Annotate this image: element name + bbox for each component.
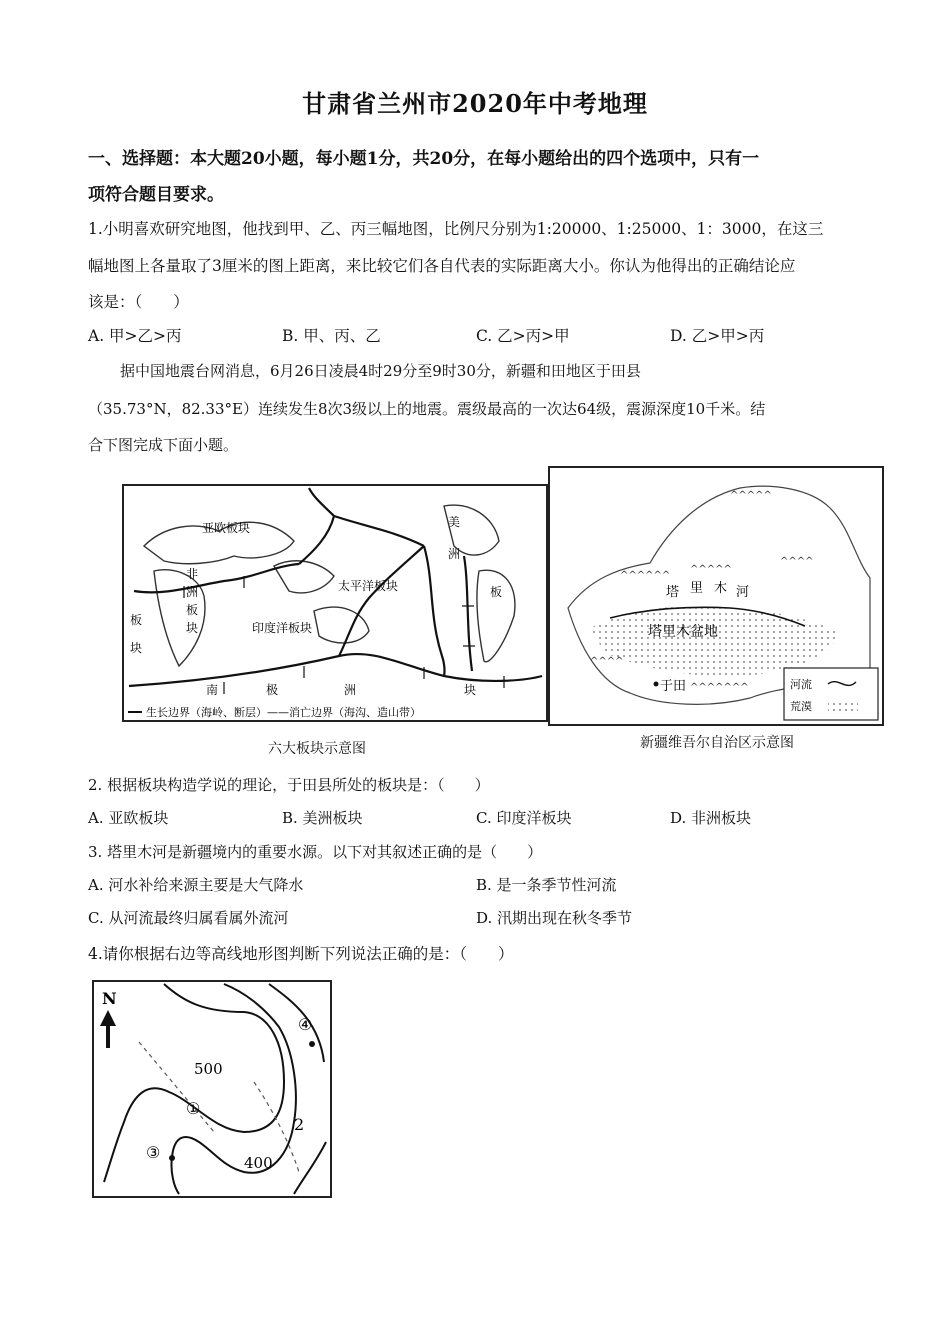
contour-label-400: 400 [244, 1154, 273, 1172]
label-antarctic-4: 块 [464, 683, 477, 697]
page-title: 甘肃省兰州市2020年中考地理 [302, 89, 648, 118]
q1-line3: 该是：（ ） [88, 293, 189, 311]
label-tarim-river-1: 塔 [666, 585, 680, 600]
svg-text:^^^^: ^^^^ [780, 556, 814, 567]
svg-text:^^^^^^^: ^^^^^^^ [690, 682, 749, 693]
label-pacific-plate: 太平洋板块 [338, 579, 399, 593]
section-heading-line2: 项符合题目要求。 [88, 185, 224, 205]
label-left-plate-2: 块 [130, 641, 143, 655]
q4-stem: 4.请你根据右边等高线地形图判断下列说法正确的是：（ ） [88, 945, 514, 963]
q3-option-a: A. 河水补给来源主要是大气降水 [88, 876, 304, 894]
label-africa-3: 板 [186, 603, 199, 617]
label-tarim-river-2: 里 [690, 581, 704, 596]
plate-map-drawing [124, 486, 546, 720]
label-indian-plate: 印度洋板块 [252, 621, 313, 635]
plate-map-caption: 六大板块示意图 [268, 741, 366, 757]
label-left-plate-1: 板 [130, 613, 143, 627]
label-africa-4: 块 [186, 621, 199, 635]
q1-line1: 1.小明喜欢研究地图，他找到甲、乙、丙三幅地图，比例尺分别为1:20000、1:25000、1：3000，在这三 [88, 220, 824, 238]
label-antarctic-2: 极 [266, 683, 279, 697]
label-africa-1: 非 [186, 567, 199, 581]
label-eurasia-plate: 亚欧板块 [202, 521, 251, 535]
label-america-3: 板 [490, 585, 503, 599]
q2-option-c: C. 印度洋板块 [476, 809, 572, 827]
label-antarctic-3: 洲 [344, 683, 357, 697]
passage-line3: 合下图完成下面小题。 [88, 436, 239, 454]
svg-text:^^^^^^: ^^^^^^ [620, 570, 671, 581]
label-america-1: 美 [448, 515, 461, 529]
label-america-2: 洲 [448, 547, 461, 561]
svg-text:^^^^^: ^^^^^ [690, 564, 732, 575]
north-label: N [102, 989, 117, 1008]
plate-map [122, 484, 548, 722]
label-tarim-basin: 塔里木盆地 [648, 624, 718, 640]
q1-option-b: B. 甲、丙、乙 [282, 327, 381, 345]
point-3-label: ③ [146, 1143, 161, 1162]
q3-option-d: D. 汛期出现在秋冬季节 [476, 909, 633, 927]
legend-river-label: 河流 [790, 678, 812, 691]
q2-stem: 2. 根据板块构造学说的理论，于田县所处的板块是：（ ） [88, 776, 490, 794]
legend-desert-label: 荒漠 [790, 700, 812, 713]
q2-option-a: A. 亚欧板块 [88, 809, 169, 827]
passage-line2: （35.73°N，82.33°E）连续发生8次3级以上的地震。震级最高的一次达64级，震源深度10千米。结 [88, 400, 766, 418]
contour-label-500: 500 [194, 1060, 223, 1078]
point-1-label: ① [186, 1099, 201, 1118]
section-heading-line1: 一、选择题：本大题20小题，每小题1分，共20分，在每小题给出的四个选项中，只有一 [88, 149, 760, 169]
label-antarctic-1: 南 [206, 683, 219, 697]
q3-option-c: C. 从河流最终归属看属外流河 [88, 909, 289, 927]
q1-line2: 幅地图上各量取了3厘米的图上距离，来比较它们各自代表的实际距离大小。你认为他得出的正确结论应 [88, 257, 796, 275]
point-2-label: 2 [294, 1115, 305, 1134]
plate-map-legend: 生长边界（海岭、断层）——消亡边界（海沟、造山带） [146, 706, 421, 719]
passage-line1: 据中国地震台网消息，6月26日凌晨4时29分至9时30分，新疆和田地区于田县 [120, 362, 641, 380]
north-arrow-icon [100, 1010, 116, 1048]
svg-text:^^^^: ^^^^ [590, 656, 624, 667]
label-tarim-river-4: 河 [736, 585, 750, 600]
q2-option-b: B. 美洲板块 [282, 809, 363, 827]
point-4-label: ④ [298, 1015, 313, 1034]
q3-stem: 3. 塔里木河是新疆境内的重要水源。以下对其叙述正确的是（ ） [88, 843, 543, 861]
contour-map [92, 980, 332, 1198]
contour-map-drawing [94, 982, 330, 1196]
label-africa-2: 洲 [186, 585, 199, 599]
svg-text:^^^^^: ^^^^^ [730, 490, 772, 501]
xinjiang-map [548, 466, 884, 726]
label-yutian: 于田 [660, 679, 687, 694]
xinjiang-map-caption: 新疆维吾尔自治区示意图 [640, 735, 794, 751]
q1-option-a: A. 甲>乙>丙 [88, 327, 182, 345]
xinjiang-map-drawing [550, 468, 882, 724]
q2-option-d: D. 非洲板块 [670, 809, 752, 827]
q3-option-b: B. 是一条季节性河流 [476, 876, 617, 894]
q1-option-d: D. 乙>甲>丙 [670, 327, 765, 345]
q1-option-c: C. 乙>丙>甲 [476, 327, 570, 345]
label-tarim-river-3: 木 [714, 581, 728, 596]
